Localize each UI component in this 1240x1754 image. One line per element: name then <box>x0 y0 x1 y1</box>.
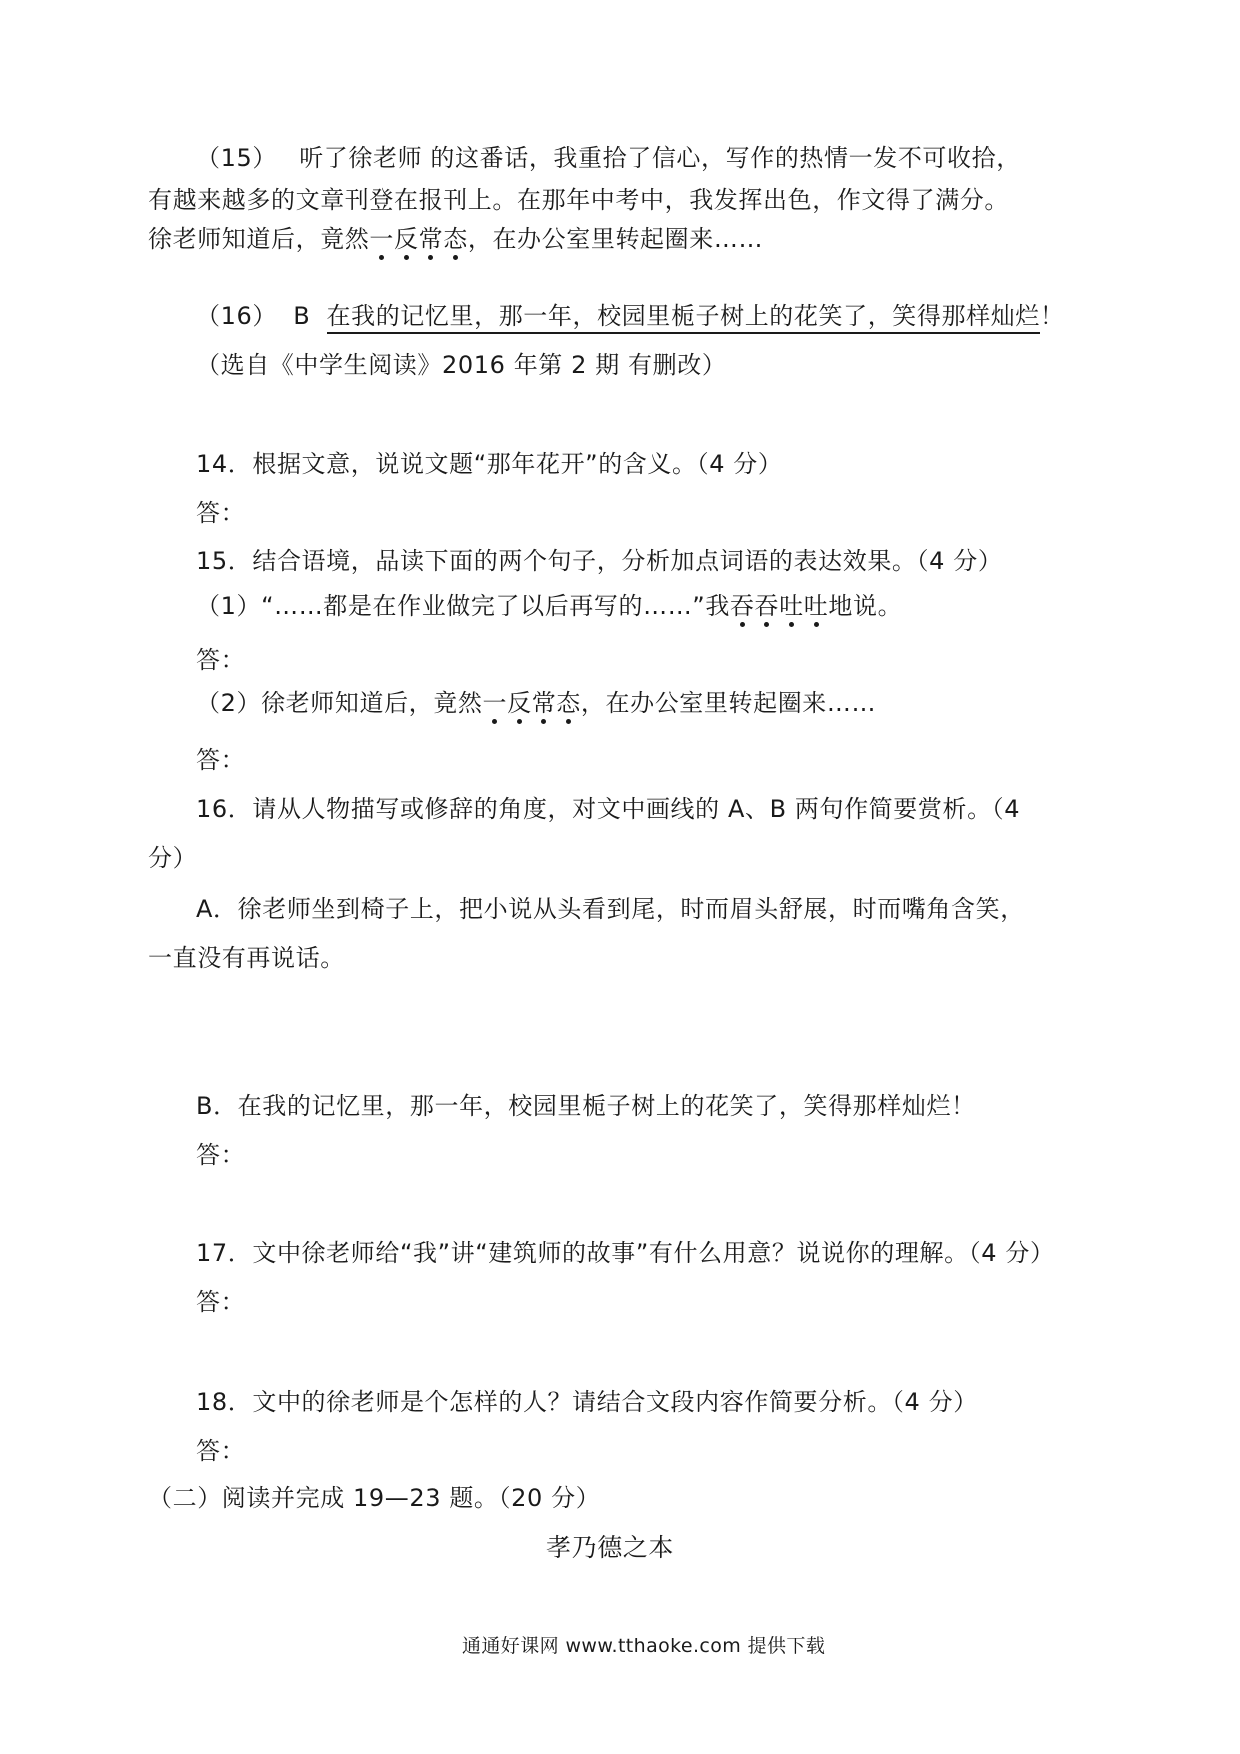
dotted-char: 一 <box>482 689 508 717</box>
dotted-char: 吐 <box>779 592 804 620</box>
answer-label: 答： <box>196 1288 246 1316</box>
answer-label: 答： <box>196 746 246 774</box>
answer-label: 答： <box>196 646 246 674</box>
page-footer: 通通好课网 www.tthaoke.com 提供下载 <box>462 1635 826 1657</box>
sentence-a-line-2: 一直没有再说话。 <box>148 944 345 972</box>
question-14: 14．根据文意，说说文题“那年花开”的含义。（4 分） <box>196 450 783 478</box>
sentence-marker-b: B <box>293 302 311 330</box>
dotted-char: 态 <box>556 689 581 717</box>
underlined-sentence-b: 在我的记忆里，那一年，校园里栀子树上的花笑了，笑得那样灿烂 <box>327 302 1040 334</box>
answer-label: 答： <box>196 1141 246 1169</box>
dotted-char: 常 <box>531 689 557 717</box>
paragraph-15-line-3: 徐老师知道后，竟然一反常态，在办公室里转起圈来…… <box>148 225 764 253</box>
dotted-char: 态 <box>443 225 468 253</box>
dotted-char: 反 <box>507 689 532 717</box>
paragraph-15-line-2: 有越来越多的文章刊登在报刊上。在那年中考中，我发挥出色，作文得了满分。 <box>148 186 1009 214</box>
section-2-heading: （二）阅读并完成 19—23 题。（20 分） <box>148 1484 601 1512</box>
question-16-line-2: 分） <box>148 844 198 872</box>
source-citation: （选自《中学生阅读》2016 年第 2 期 有删改） <box>196 351 727 379</box>
sentence-b: B．在我的记忆里，那一年，校园里栀子树上的花笑了，笑得那样灿烂！ <box>196 1092 976 1120</box>
paragraph-15-text: 听了徐老师 的这番话，我重拾了信心，写作的热情一发不可收拾， <box>299 144 1021 172</box>
dotted-char: 常 <box>418 225 444 253</box>
question-15-sentence-1: （1）“……都是在作业做完了以后再写的……”我吞吞吐吐地说。 <box>196 592 903 620</box>
dotted-char: 吞 <box>754 592 780 620</box>
paragraph-16: （16） B 在我的记忆里，那一年，校园里栀子树上的花笑了，笑得那样灿烂！ <box>196 304 1065 328</box>
question-17: 17．文中徐老师给“我”讲“建筑师的故事”有什么用意？说说你的理解。（4 分） <box>196 1239 1055 1267</box>
question-15-sentence-2: （2）徐老师知道后，竟然一反常态，在办公室里转起圈来…… <box>196 689 877 717</box>
paragraph-15-number: （15） <box>196 144 277 172</box>
passage-title: 孝乃德之本 <box>546 1533 675 1562</box>
paragraph-16-number: （16） <box>196 302 277 330</box>
sentence-a-line-1: A．徐老师坐到椅子上，把小说从头看到尾，时而眉头舒展，时而嘴角含笑， <box>196 895 1025 923</box>
question-15: 15．结合语境，品读下面的两个句子，分析加点词语的表达效果。（4 分） <box>196 547 1003 575</box>
answer-label: 答： <box>196 499 246 527</box>
dotted-char: 吞 <box>729 592 755 620</box>
question-18: 18．文中的徐老师是个怎样的人？请结合文段内容作简要分析。（4 分） <box>196 1388 978 1416</box>
question-16-line-1: 16．请从人物描写或修辞的角度，对文中画线的 A、B 两句作简要赏析。（4 <box>196 795 1021 823</box>
dotted-char: 一 <box>369 225 395 253</box>
dotted-char: 吐 <box>803 592 829 620</box>
answer-label: 答： <box>196 1437 246 1465</box>
paragraph-15-line-1 <box>196 146 1021 170</box>
dotted-char: 反 <box>394 225 419 253</box>
